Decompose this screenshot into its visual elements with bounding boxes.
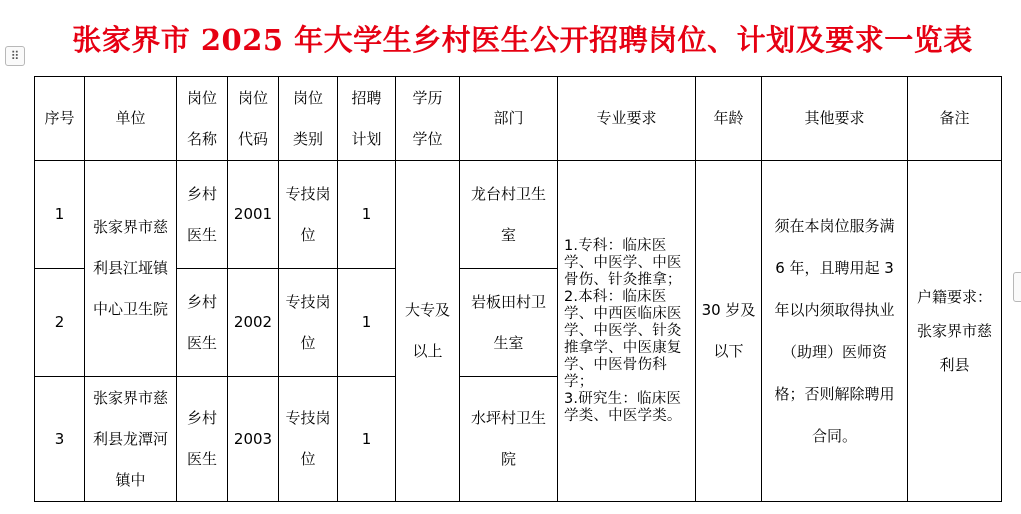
cell-age: 30 岁及以下 — [696, 161, 762, 502]
header-dept: 部门 — [460, 77, 558, 161]
header-post-type: 岗位 类别 — [279, 77, 338, 161]
cell-dept: 岩板田村卫生室 — [460, 269, 558, 377]
cell-plan: 1 — [338, 161, 396, 269]
cell-major — [558, 161, 696, 502]
cell-other-requirement: 须在本岗位服务满 6 年，且聘用起 3 年以内须取得执业（助理）医师资格；否则解除聘用合同。 — [762, 161, 908, 502]
header-post-code: 岗位 代码 — [228, 77, 279, 161]
cell-post-name: 乡村医生 — [177, 161, 228, 269]
cell-dept: 龙台村卫生室 — [460, 161, 558, 269]
cell-post-code: 2001 — [228, 161, 279, 269]
table-row — [35, 161, 1002, 269]
header-post-name: 岗位 名称 — [177, 77, 228, 161]
cell-post-code: 2003 — [228, 377, 279, 502]
cell-post-code: 2002 — [228, 269, 279, 377]
cell-unit: 张家界市慈利县龙潭河镇中 — [85, 377, 177, 502]
header-unit: 单位 — [85, 77, 177, 161]
cell-unit: 张家界市慈利县江垭镇中心卫生院 — [85, 161, 177, 377]
cell-post-type: 专技岗位 — [279, 269, 338, 377]
cell-plan: 1 — [338, 377, 396, 502]
header-plan: 招聘 计划 — [338, 77, 396, 161]
header-note: 备注 — [908, 77, 1002, 161]
major-line-3: 3.研究生：临床医学类、中医学类。 — [564, 390, 682, 424]
header-other: 其他要求 — [762, 77, 908, 161]
cell-seq: 2 — [35, 269, 85, 377]
header-education: 学历 学位 — [396, 77, 460, 161]
cell-note: 户籍要求：张家界市慈利县 — [908, 161, 1002, 502]
cell-seq: 1 — [35, 161, 85, 269]
cell-post-type: 专技岗位 — [279, 161, 338, 269]
page-title: 张家界市 2025 年大学生乡村医生公开招聘岗位、计划及要求一览表 — [72, 23, 973, 57]
header-row — [35, 77, 1002, 161]
header-age: 年龄 — [696, 77, 762, 161]
recruitment-table — [34, 76, 1002, 502]
major-line-1: 1.专科：临床医学、中医学、中医骨伤、针灸推拿； — [564, 237, 682, 288]
cell-post-name: 乡村医生 — [177, 269, 228, 377]
cell-post-name: 乡村医生 — [177, 377, 228, 502]
resize-handle-icon[interactable] — [1013, 272, 1021, 302]
header-seq: 序号 — [35, 77, 85, 161]
header-major: 专业要求 — [558, 77, 696, 161]
cell-post-type: 专技岗位 — [279, 377, 338, 502]
major-line-2: 2.本科：临床医学、中西医临床医学、中医学、针灸推拿学、中医康复学、中医骨伤科学； — [564, 288, 682, 390]
cell-plan: 1 — [338, 269, 396, 377]
cell-seq: 3 — [35, 377, 85, 502]
cell-education: 大专及以上 — [396, 161, 460, 502]
cell-dept: 水坪村卫生院 — [460, 377, 558, 502]
table-move-handle-icon[interactable]: ⠿ — [5, 46, 25, 66]
